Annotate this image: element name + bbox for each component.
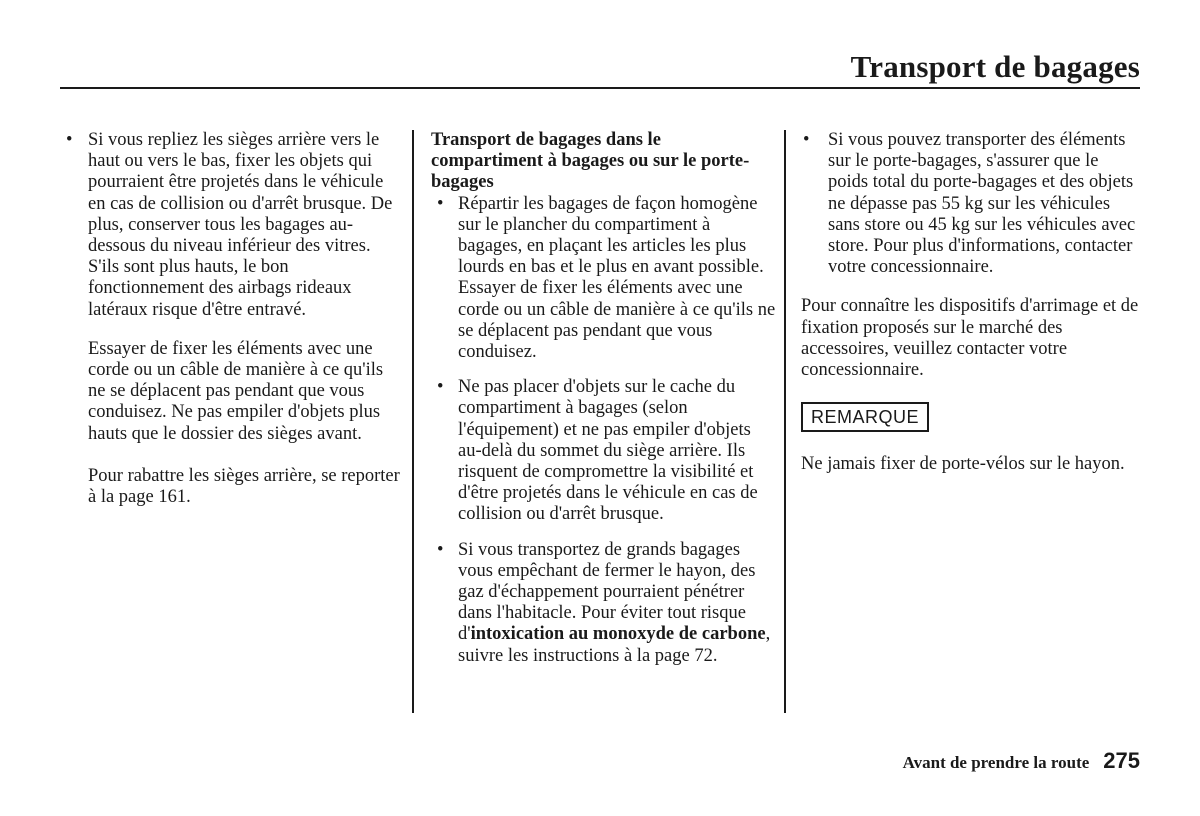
page-footer [903, 748, 1140, 774]
bullet-text-lead: Si vous transportez de grands bagages vous empêchant de fermer le hayon, des gaz d'échappement pourraient pénétrer dans l'habitacle. Pour éviter tout risque d' [458, 539, 756, 645]
bullet-icon: • [66, 130, 73, 150]
page-title: Transport de bagages [850, 49, 1140, 84]
bullet-text-tail: , suivre les instructions à la page 72. [458, 624, 771, 666]
paragraph: Pour connaître les dispositifs d'arrimage et de fixation proposés sur le marché des accessoires, veuillez contacter votre concessionnaire. [801, 296, 1139, 381]
page-number: 275 [1103, 748, 1140, 773]
bullet-item [64, 130, 400, 321]
bullet-item [801, 130, 1141, 278]
section-subheading: Transport de bagages dans le compartiment à bagages ou sur le porte-bagages [431, 130, 750, 193]
bullet-icon: • [437, 539, 444, 560]
page-reference: Pour rabattre les sièges arrière, se reporter à la page 161. [88, 465, 400, 508]
bullet-text: Répartir les bagages de façon homogène sur le plancher du compartiment à bagages, en plaçant les articles les plus lourds en bas et le plus en avant possible. Essayer de fixer les éléments avec une corde ou un câble de manière à ce qu'ils ne se déplacent pas pendant que vous conduisez. [458, 193, 776, 363]
column-1 [64, 130, 400, 529]
bullet-icon: • [437, 377, 444, 398]
notice-text: Ne jamais fixer de porte-vélos sur le hayon. [801, 454, 1125, 475]
notice-label: REMARQUE [801, 402, 929, 432]
bullet-text [458, 540, 770, 666]
column-2 [431, 130, 776, 681]
paragraph: Essayer de fixer les éléments avec une corde ou un câble de manière à ce qu'ils ne se déplacent pas pendant que vous conduisez. Ne pas empiler d'objets plus hauts que le dossier des sièges avant. [88, 338, 384, 444]
bold-warning-text: intoxication au monoxyde de carbone [470, 624, 766, 645]
column-3 [801, 130, 1141, 496]
bullet-icon: • [803, 130, 810, 150]
column-divider [784, 130, 786, 713]
column-divider [412, 130, 414, 713]
title-rule [60, 87, 1140, 89]
bullet-text: Si vous pouvez transporter des éléments sur le porte-bagages, s'assurer que le poids total du porte-bagages et des objets ne dépasse pas 55 kg sur les véhicules sans store ou 45 kg sur les véhicules avec store. Pour plus d'informations, contacter votre concessionnaire. [828, 130, 1136, 278]
bullet-text: Ne pas placer d'objets sur le cache du compartiment à bagages (selon l'équipement) et ne pas empiler d'objets au-delà du sommet du siège arrière. Ils risquent de compromettre la visibilité et d'être projetés dans le véhicule en cas de collision ou d'arrêt brusque. [458, 377, 758, 525]
bullet-item [431, 377, 776, 525]
footer-section-title: Avant de prendre la route [902, 753, 1090, 772]
bullet-item [431, 194, 776, 364]
bullet-icon: • [437, 193, 444, 214]
bullet-item [431, 540, 776, 667]
bullet-text: Si vous repliez les sièges arrière vers le haut ou vers le bas, fixer les objets qui pourraient être projetés dans le véhicule en cas de collision ou d'arrêt brusque. De plus, conserver tous les bagages au-dessous du niveau inférieur des vitres. S'ils sont plus hauts, le bon fonctionnement des airbags rideaux latéraux risque d'être entravé. [88, 130, 393, 320]
